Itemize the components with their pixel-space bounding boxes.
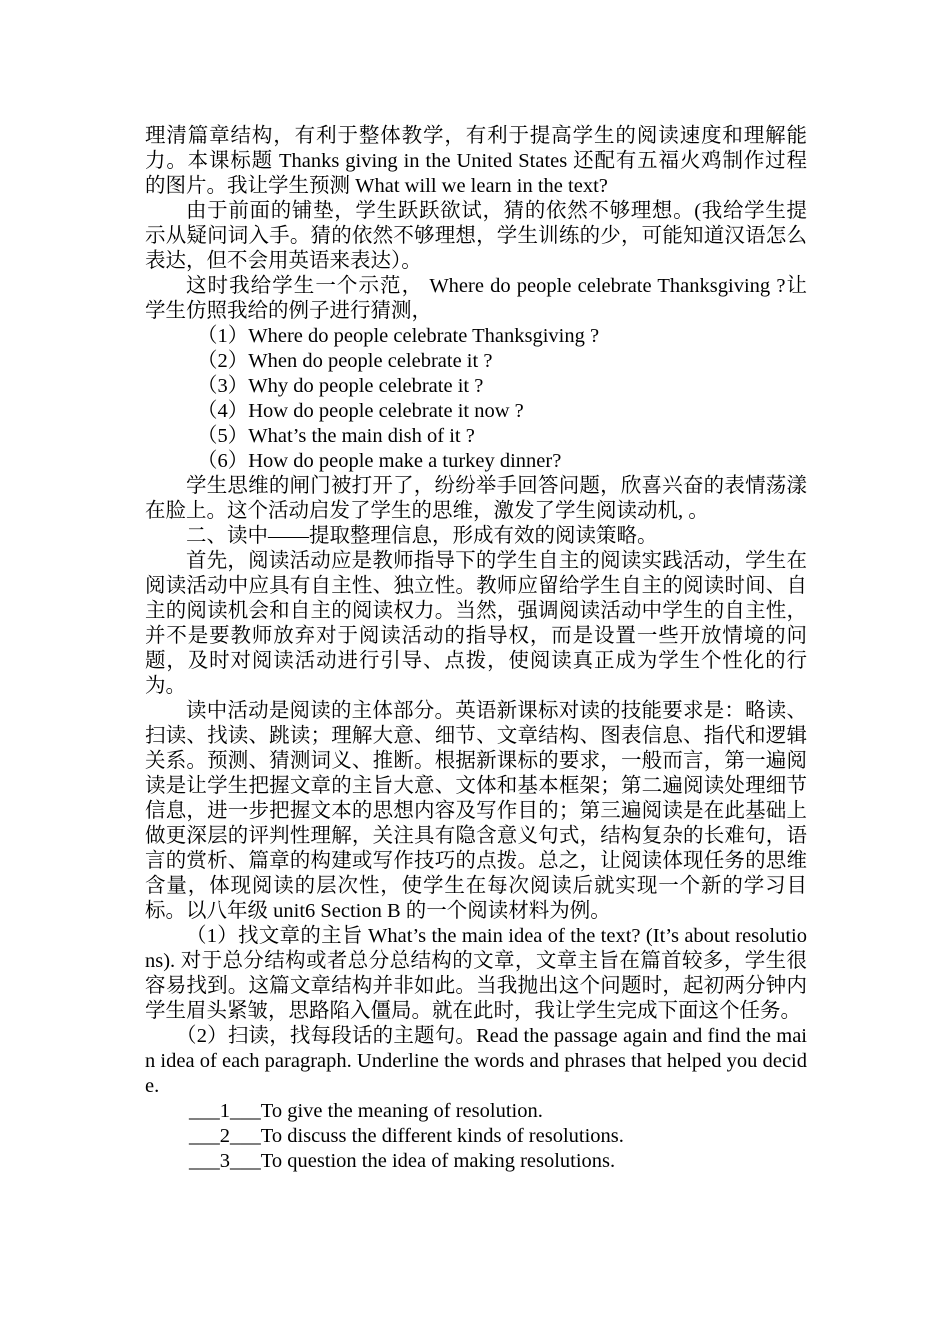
- question-item: （4）How do people celebrate it now ?: [197, 400, 524, 422]
- paragraph-scanning-task: （2）扫读，找每段话的主题句。Read the passage again and find the main idea of each paragraph. Underline the words and phrases that helped you decide.: [145, 1025, 807, 1097]
- paragraph-reading-skills: 读中活动是阅读的主体部分。英语新课标对读的技能要求是：略读、扫读、找读、跳读；理解大意、细节、文章结构、图表信息、指代和逻辑关系。预测、猜测词义、推断。根据新课标的要求，一般而言，第一遍阅读是让学生把握文章的主旨大意、文体和基本框架；第二遍阅读处理细节信息，进一步把握文本的思想内容及写作目的；第三遍阅读是在此基础上做更深层的评判性理解，关注具有隐含意义句式，结构复杂的长难句，语言的赏析、篇章的构建或写作技巧的点拨。总之，让阅读体现任务的思维含量，体现阅读的层次性，使学生在每次阅读后就实现一个新的学习目标。以八年级 unit6 Section B 的一个阅读材料为例。: [145, 700, 807, 922]
- question-item: （5）What’s the main dish of it ?: [197, 425, 475, 447]
- paragraph-main-idea-task: （1）找文章的主旨 What’s the main idea of the text? (It’s about resolutions). 对于总分结构或者总分总结构的文章，文章主旨在篇首较多，学生很容易找到。这篇文章结构并非如此。当我抛出这个问题时，起初两分钟内学生眉头紧皱，思路陷入僵局。就在此时，我让学生完成下面这个任务。: [145, 925, 807, 1022]
- paragraph-student-response: 学生思维的闸门被打开了，纷纷举手回答问题，欣喜兴奋的表情荡漾在脸上。这个活动启发了学生的思维，激发了学生阅读动机, 。: [145, 475, 807, 522]
- paragraph-demonstration: 这时我给学生一个示范， Where do people celebrate Thanksgiving ?让学生仿照我给的例子进行猜测，: [145, 275, 807, 322]
- question-item: （3）Why do people celebrate it ?: [197, 375, 484, 397]
- document-page: [145, 124, 807, 1174]
- section-heading-while-reading: 二、读中——提取整理信息，形成有效的阅读策略。: [186, 525, 658, 547]
- question-item: （6）How do people make a turkey dinner?: [197, 450, 562, 472]
- paragraph-autonomy: 首先，阅读活动应是教师指导下的学生自主的阅读实践活动，学生在阅读活动中应具有自主性、独立性。教师应留给学生自主的阅读时间、自主的阅读机会和自主的阅读权力。当然，强调阅读活动中学生的自主性，并不是要教师放弃对于阅读活动的指导权，而是设置一些开放情境的问题，及时对阅读活动进行引导、点拨，使阅读真正成为学生个性化的行为。: [145, 550, 807, 697]
- question-item: （1）Where do people celebrate Thanksgiving ?: [197, 325, 600, 347]
- matching-item: ___2___To discuss the different kinds of resolutions.: [189, 1125, 624, 1147]
- matching-item: ___1___To give the meaning of resolution.: [189, 1100, 543, 1122]
- matching-item: ___3___To question the idea of making resolutions.: [189, 1150, 616, 1172]
- paragraph-guessing: 由于前面的铺垫，学生跃跃欲试，猜的依然不够理想。(我给学生提示从疑问词入手。猜的依然不够理想，学生训练的少，可能知道汉语怎么表达，但不会用英语来表达）。: [145, 200, 807, 272]
- question-item: （2）When do people celebrate it ?: [197, 350, 493, 372]
- paragraph-structure: 理清篇章结构，有利于整体教学，有利于提高学生的阅读速度和理解能力。本课标题 Thanks giving in the United States 还配有五福火鸡制作过程的图片。我让学生预测 What will we learn in the text?: [145, 125, 807, 197]
